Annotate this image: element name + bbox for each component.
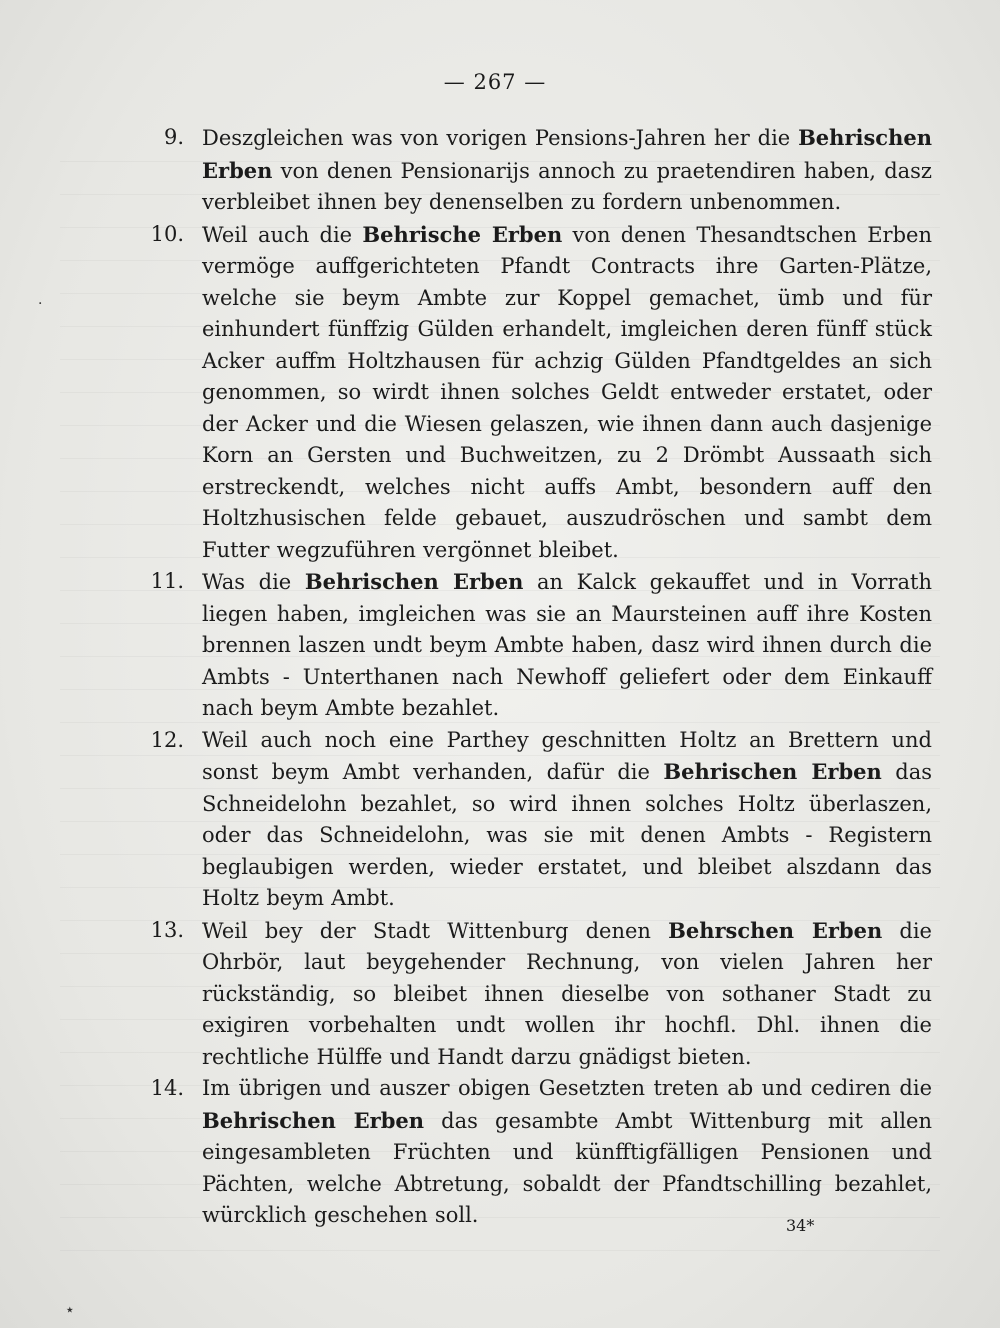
bold-name: Behrischen Erben xyxy=(202,1107,425,1133)
entry-item xyxy=(0,122,1000,219)
entry-item xyxy=(0,1073,1000,1232)
edge-dot: ٭ xyxy=(66,1302,74,1318)
entries-list xyxy=(0,122,1000,1232)
entry-text xyxy=(202,566,932,725)
page-number: — 267 — xyxy=(443,70,547,94)
bold-name: Behrischen Erben xyxy=(304,569,524,594)
entry-text xyxy=(202,219,932,567)
text-run: Im übrigen und auszer obigen Gesetzten treten ab und cediren die xyxy=(202,1076,932,1100)
text-run: Was die xyxy=(202,570,305,594)
text-run: Weil auch noch eine Parthey geschnitten Holtz an Brettern und sonst beym Ambt verhanden, dafür die xyxy=(202,727,932,784)
entry-item xyxy=(0,219,1000,567)
entry-number: 14. xyxy=(150,1076,184,1100)
bold-name: Behrischen Erben xyxy=(663,759,882,784)
text-run: von denen Thesandtschen Erben vermöge auffgerichteten Pfandt Contracts ihre Garten-Plätze, welche sie beym Ambte zur Koppel gemachet, ümb und für einhundert fünffzig Gülden erhandelt, imgleichen deren fünff stück Acker auffm Holtzhausen für achzig Gülden Pfandtgeldes an sich genommen, so wirdt ihnen solches Geldt entweder erstatet, oder der Acker und die Wiesen gelaszen, wie ihnen dann auch dasjenige Korn an Gersten und Buchweitzen, zu 2 Drömbt Aussaath sich erstreckendt, welches nicht auffs Ambt, besondern auff den Holtzhusischen felde gebauet, auszudröschen und sambt dem Futter wegzuführen vergönnet bleibet. xyxy=(202,222,932,562)
text-run: Weil auch die xyxy=(202,222,363,247)
bold-name: Behrische Erben xyxy=(362,221,563,247)
entry-number: 11. xyxy=(150,569,184,593)
text-run: Weil bey der Stadt Wittenburg denen xyxy=(202,918,669,943)
signature-mark: 34* xyxy=(786,1216,815,1235)
entry-text xyxy=(202,725,932,915)
edge-dot: · xyxy=(38,296,43,312)
entry-item xyxy=(0,915,1000,1074)
bold-name: Behrischen Erben xyxy=(202,125,932,183)
entry-number: 9. xyxy=(163,125,184,149)
entry-text xyxy=(202,1073,932,1232)
bold-name: Behrschen Erben xyxy=(668,917,883,943)
entry-number: 10. xyxy=(150,221,184,246)
entry-text xyxy=(202,122,932,219)
entry-number: 13. xyxy=(150,917,184,942)
text-run: das gesambte Ambt Wittenburg mit allen eingesambleten Früchten und künfftigfälligen Pensionen und Pächten, welche Abtretung, sobaldt der Pfandtschilling bezahlet, würcklich geschehen soll. xyxy=(202,1108,933,1227)
text-run: das Schneidelohn bezahlet, so wird ihnen solches Holtz überlaszen, oder das Schneidelohn, was sie mit denen Ambts - Registern beglaubigen werden, wieder erstatet, und bleibet alszdann das Holtz beym Ambt. xyxy=(202,760,932,910)
entry-number: 12. xyxy=(150,727,184,752)
text-run: von denen Pensionarijs annoch zu praetendiren haben, dasz verbleibet ihnen bey denenselben zu fordern unbenommen. xyxy=(202,158,932,214)
text-run: an Kalck gekauffet und in Vorrath liegen haben, imgleichen was sie an Maursteinen auff ihre Kosten brennen laszen undt beym Ambte haben, dasz wird ihnen durch die Ambts - Unterthanen nach Newhoff geliefert oder dem Einkauff nach beym Ambte bezahlet. xyxy=(202,570,932,720)
text-run: die Ohrbör, laut beygehender Rechnung, von vielen Jahren her rückständig, so bleibet ihnen dieselbe von sothaner Stadt zu exigiren vorbehalten undt wollen ihr hochfl. Dhl. ihnen die rechtliche Hülffe und Handt darzu gnädigst bieten. xyxy=(202,918,932,1069)
entry-item xyxy=(0,725,1000,915)
text-run: Deszgleichen was von vorigen Pensions-Jahren her die xyxy=(202,126,799,150)
entry-item xyxy=(0,566,1000,725)
entry-text xyxy=(202,915,932,1074)
